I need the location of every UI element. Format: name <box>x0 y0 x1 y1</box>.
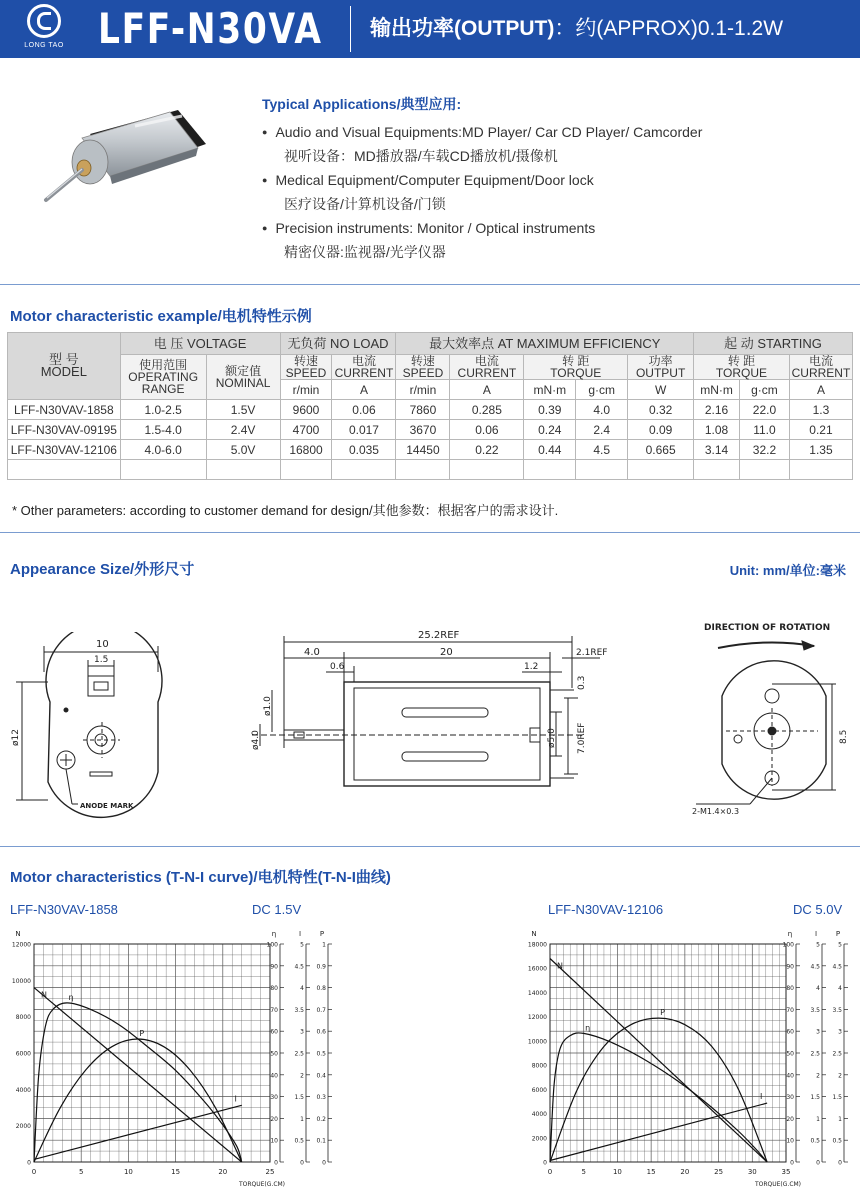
series-label: η <box>68 992 74 1002</box>
I-tick-label: 0 <box>816 1159 820 1167</box>
current-header-cn: 电流 <box>808 354 833 368</box>
output-header-cn: 功率 <box>648 354 673 368</box>
left-curve-voltage: DC 1.5V <box>252 902 302 917</box>
x-tick-label: 20 <box>218 1168 228 1176</box>
side-boss-dia: ø4.0 <box>251 730 261 750</box>
unit-cell: g·cm <box>576 380 628 400</box>
application-item-en: ● Medical Equipment/Computer Equipment/Door lock <box>262 168 842 192</box>
cell-st-torque-g: 32.2 <box>740 440 790 460</box>
eta-tick-label: 80 <box>270 985 278 993</box>
output-spec <box>370 12 783 42</box>
empty-cell <box>740 460 790 480</box>
current-header <box>450 355 524 380</box>
unit-cell: A <box>450 380 524 400</box>
n-tick-label: 0 <box>27 1159 31 1167</box>
I-tick-label: 2.5 <box>810 1050 820 1058</box>
rear-height-dim: 8.5 <box>839 729 849 744</box>
I-tick-label: 2.5 <box>294 1050 304 1058</box>
x-tick-label: 0 <box>31 1168 37 1176</box>
x-tick-label: 15 <box>171 1168 181 1176</box>
cell-st-torque-mn: 3.14 <box>694 440 740 460</box>
x-tick-label: 35 <box>781 1168 791 1176</box>
header-banner <box>0 0 860 58</box>
P-tick-label: 0.7 <box>316 1006 326 1014</box>
current-header-cn: 电流 <box>474 354 499 368</box>
P-tick-label: 0.8 <box>316 985 326 993</box>
unit-cell: mN·m <box>694 380 740 400</box>
side-thickness-dim: 0.3 <box>577 675 587 690</box>
curves-section-title: Motor characteristics (T-N-I curve)/电机特性(T-N-I曲线) <box>10 869 391 886</box>
P-tick-label: 0.9 <box>316 963 326 971</box>
current-header <box>332 355 396 380</box>
cell-st-current: 1.35 <box>789 440 852 460</box>
series-label: I <box>759 1092 763 1102</box>
eta-tick-label: 100 <box>266 941 278 949</box>
P-tick-label: 0.3 <box>316 1094 326 1102</box>
x-axis-label: TORQUE(G.CM) <box>238 1181 286 1188</box>
n-tick-label: 8000 <box>15 1014 31 1022</box>
P-tick-label: 0.5 <box>316 1050 326 1058</box>
eta-tick-label: 0 <box>790 1159 794 1167</box>
eta-tick-label: 40 <box>270 1072 278 1080</box>
rotation-direction-label: DIRECTION OF ROTATION <box>704 623 831 633</box>
n-tick-label: 6000 <box>15 1050 31 1058</box>
n-tick-label: 10000 <box>11 977 31 985</box>
cell-me-current: 0.06 <box>450 420 524 440</box>
unit-cell: A <box>789 380 852 400</box>
header-divider <box>350 6 351 52</box>
x-tick-label: 15 <box>646 1168 656 1176</box>
output-header-en: OUTPUT <box>635 366 686 380</box>
voltage-header: 电 压 VOLTAGE <box>120 333 280 355</box>
unit-cell: r/min <box>396 380 450 400</box>
cell-me-torque-g: 4.5 <box>576 440 628 460</box>
cell-nl-current: 0.06 <box>332 400 396 420</box>
n-tick-label: 12000 <box>11 941 31 949</box>
x-tick-label: 10 <box>123 1168 133 1176</box>
I-axis-label: I <box>298 930 302 938</box>
side-d1-dim: 0.6 <box>330 662 345 672</box>
n-tick-label: 10000 <box>527 1038 547 1046</box>
P-tick-label: 0 <box>322 1159 326 1167</box>
empty-cell <box>789 460 852 480</box>
cell-st-torque-g: 11.0 <box>740 420 790 440</box>
cell-me-current: 0.285 <box>450 400 524 420</box>
series-label: P <box>139 1029 145 1039</box>
P-tick-label: 2 <box>838 1072 842 1080</box>
application-item-cn: 视听设备：MD播放器/车载CD播放机/摄像机 <box>284 148 558 164</box>
P-tick-label: 3 <box>838 1028 842 1036</box>
table-row-empty <box>8 460 853 480</box>
series-label: P <box>660 1008 665 1018</box>
eta-tick-label: 70 <box>270 1006 278 1014</box>
n-tick-label: 8000 <box>531 1062 547 1070</box>
front-diameter-dim: ø12 <box>11 729 21 746</box>
screw-spec-label: 2-M1.4×0.3 <box>692 807 740 816</box>
I-tick-label: 3.5 <box>810 1006 820 1014</box>
current-header-cn: 电流 <box>351 354 376 368</box>
n-tick-label: 2000 <box>15 1123 31 1131</box>
characteristic-section-title: Motor characteristic example/电机特性示例 <box>10 308 312 325</box>
empty-cell <box>524 460 576 480</box>
model-title: LFF-N30VA <box>98 4 323 53</box>
eta-tick-label: 60 <box>786 1028 794 1036</box>
current-header <box>789 355 852 380</box>
eta-tick-label: 30 <box>270 1094 278 1102</box>
x-tick-label: 25 <box>265 1168 275 1176</box>
current-header-en: CURRENT <box>457 366 517 380</box>
cell-me-current: 0.22 <box>450 440 524 460</box>
range-header-en1: OPERATING <box>128 370 199 384</box>
P-tick-label: 0.4 <box>316 1072 326 1080</box>
side-body-dia: ø5.0 <box>547 728 557 748</box>
output-label: 输出功率(OUTPUT) <box>370 17 555 40</box>
P-axis-label: P <box>319 930 325 938</box>
P-tick-label: 4.5 <box>832 963 842 971</box>
speed-header <box>396 355 450 380</box>
front-width-dim: 10 <box>96 639 109 650</box>
logo-mark-icon <box>27 4 61 38</box>
range-header-cn: 使用范围 <box>139 358 188 372</box>
max-efficiency-header: 最大效率点 AT MAXIMUM EFFICIENCY <box>396 333 694 355</box>
cell-me-torque-g: 2.4 <box>576 420 628 440</box>
P-tick-label: 4 <box>838 985 842 993</box>
cell-nl-speed: 9600 <box>280 400 332 420</box>
I-tick-label: 1 <box>300 1115 304 1123</box>
x-axis-label: TORQUE(G.CM) <box>754 1181 802 1188</box>
cell-st-current: 1.3 <box>789 400 852 420</box>
cell-me-speed: 3670 <box>396 420 450 440</box>
nominal-header-cn: 额定值 <box>225 364 262 378</box>
eta-tick-label: 100 <box>782 941 794 949</box>
I-tick-label: 5 <box>816 941 820 949</box>
I-tick-label: 4.5 <box>810 963 820 971</box>
eta-tick-label: 10 <box>786 1137 794 1145</box>
torque-header <box>694 355 790 380</box>
left-curve-model: LFF-N30VAV-1858 <box>10 902 118 917</box>
speed-header-cn: 转速 <box>294 354 319 368</box>
cell-nl-speed: 16800 <box>280 440 332 460</box>
P-tick-label: 0.1 <box>316 1137 326 1145</box>
cell-range: 1.5-4.0 <box>120 420 206 440</box>
P-axis-label: P <box>835 930 841 938</box>
output-value: ：约(APPROX)0.1-1.2W <box>554 17 784 40</box>
n-tick-label: 2000 <box>531 1135 547 1143</box>
P-tick-label: 2.5 <box>832 1050 842 1058</box>
n-tick-label: 14000 <box>527 989 547 997</box>
application-item-cn: 精密仪器:监视器/光学仪器 <box>284 244 446 260</box>
rear-view-drawing <box>686 614 852 824</box>
series-label: I <box>234 1094 237 1104</box>
unit-cell: A <box>332 380 396 400</box>
series-label: N <box>41 990 47 1000</box>
eta-tick-label: 20 <box>786 1115 794 1123</box>
application-item-en: ● Audio and Visual Equipments:MD Player/ Car CD Player/ Camcorder <box>262 120 842 144</box>
I-tick-label: 2 <box>300 1072 304 1080</box>
eta-tick-label: 0 <box>274 1159 278 1167</box>
company-logo <box>10 4 78 54</box>
appearance-section-title: Appearance Size/外形尺寸 <box>10 561 195 578</box>
side-shaft-dim: 4.0 <box>304 647 320 658</box>
n-tick-label: 6000 <box>531 1086 547 1094</box>
cell-model: LFF-N30VAV-1858 <box>8 400 121 420</box>
eta-tick-label: 10 <box>270 1137 278 1145</box>
cell-me-output: 0.09 <box>628 420 694 440</box>
cell-me-torque-mn: 0.44 <box>524 440 576 460</box>
P-tick-label: 1 <box>322 941 326 949</box>
empty-cell <box>628 460 694 480</box>
cell-st-torque-g: 22.0 <box>740 400 790 420</box>
tni-chart-right <box>520 924 856 1192</box>
torque-header-cn: 转 距 <box>727 354 756 368</box>
front-slot-dim: 1.5 <box>94 655 109 665</box>
x-tick-label: 25 <box>714 1168 724 1176</box>
unit-cell: r/min <box>280 380 332 400</box>
cell-nl-current: 0.017 <box>332 420 396 440</box>
x-tick-label: 5 <box>78 1168 84 1176</box>
n-tick-label: 4000 <box>15 1086 31 1094</box>
series-eta-line <box>550 1033 767 1162</box>
cell-me-torque-mn: 0.24 <box>524 420 576 440</box>
I-tick-label: 2 <box>816 1072 820 1080</box>
empty-cell <box>8 460 121 480</box>
cell-me-output: 0.32 <box>628 400 694 420</box>
table-row <box>8 420 853 440</box>
eta-axis-label: η <box>271 930 277 938</box>
empty-cell <box>332 460 396 480</box>
speed-header <box>280 355 332 380</box>
P-tick-label: 0 <box>838 1159 842 1167</box>
P-tick-label: 0.5 <box>832 1137 842 1145</box>
cell-nominal: 1.5V <box>206 400 280 420</box>
cell-range: 1.0-2.5 <box>120 400 206 420</box>
side-height-dim: 7.0REF <box>577 722 587 754</box>
cell-model: LFF-N30VAV-12106 <box>8 440 121 460</box>
application-item-cn: 医疗设备/计算机设备/门锁 <box>284 196 446 212</box>
P-tick-label: 5 <box>838 941 842 949</box>
I-tick-label: 4 <box>300 985 304 993</box>
P-tick-label: 0.2 <box>316 1115 326 1123</box>
tni-chart-left <box>4 924 340 1192</box>
n-tick-label: 0 <box>543 1159 547 1167</box>
torque-header <box>524 355 628 380</box>
I-tick-label: 4 <box>816 985 820 993</box>
table-row <box>8 400 853 420</box>
n-tick-label: 4000 <box>531 1111 547 1119</box>
cell-me-speed: 14450 <box>396 440 450 460</box>
x-tick-label: 30 <box>747 1168 757 1176</box>
I-tick-label: 5 <box>300 941 304 949</box>
speed-header-cn: 转速 <box>410 354 435 368</box>
side-body-dim: 20 <box>440 647 453 658</box>
I-tick-label: 0 <box>300 1159 304 1167</box>
torque-header-en: TORQUE <box>550 366 602 380</box>
eta-tick-label: 30 <box>786 1094 794 1102</box>
cell-nl-speed: 4700 <box>280 420 332 440</box>
I-tick-label: 3 <box>816 1028 820 1036</box>
empty-cell <box>206 460 280 480</box>
range-header-en2: RANGE <box>141 382 185 396</box>
P-tick-label: 1.5 <box>832 1094 842 1102</box>
motor-photo <box>40 104 220 214</box>
model-header <box>8 333 121 400</box>
side-length-dim: 25.2REF <box>418 630 460 641</box>
P-tick-label: 0.6 <box>316 1028 326 1036</box>
section-divider <box>0 846 860 847</box>
I-tick-label: 4.5 <box>294 963 304 971</box>
side-d2-dim: 1.2 <box>524 662 539 672</box>
x-tick-label: 20 <box>680 1168 690 1176</box>
eta-axis-label: η <box>787 930 793 938</box>
I-tick-label: 3 <box>300 1028 304 1036</box>
unit-cell: mN·m <box>524 380 576 400</box>
cell-range: 4.0-6.0 <box>120 440 206 460</box>
application-item-en: ● Precision instruments: Monitor / Optical instruments <box>262 216 842 240</box>
section-divider <box>0 532 860 533</box>
eta-tick-label: 70 <box>786 1006 794 1014</box>
anode-mark-label: ANODE MARK <box>80 802 134 810</box>
n-tick-label: 12000 <box>527 1014 547 1022</box>
no-load-header: 无负荷 NO LOAD <box>280 333 396 355</box>
other-parameters-note: * Other parameters: according to customer demand for design/其他参数：根据客户的需求设计. <box>12 503 559 518</box>
n-axis-label: N <box>531 930 537 938</box>
side-d3-dim: 2.1REF <box>576 648 608 658</box>
unit-cell: W <box>628 380 694 400</box>
empty-cell <box>280 460 332 480</box>
eta-tick-label: 80 <box>786 985 794 993</box>
eta-tick-label: 50 <box>270 1050 278 1058</box>
cell-st-torque-mn: 1.08 <box>694 420 740 440</box>
starting-header: 起 动 STARTING <box>694 333 853 355</box>
series-label: η <box>585 1023 591 1033</box>
right-curve-voltage: DC 5.0V <box>793 902 843 917</box>
I-tick-label: 1.5 <box>810 1094 820 1102</box>
P-tick-label: 1 <box>838 1115 842 1123</box>
empty-cell <box>576 460 628 480</box>
cell-st-torque-mn: 2.16 <box>694 400 740 420</box>
empty-cell <box>396 460 450 480</box>
typical-applications <box>262 94 842 264</box>
torque-header-cn: 转 距 <box>562 354 590 368</box>
side-shaft-dia: ø1.0 <box>263 696 273 716</box>
n-axis-label: N <box>15 930 21 938</box>
empty-cell <box>450 460 524 480</box>
I-tick-label: 0.5 <box>810 1137 820 1145</box>
torque-header-en: TORQUE <box>715 366 768 380</box>
right-curve-model: LFF-N30VAV-12106 <box>548 902 664 917</box>
n-tick-label: 16000 <box>527 965 547 973</box>
nominal-header <box>206 355 280 400</box>
current-header-en: CURRENT <box>334 366 394 380</box>
current-header-en: CURRENT <box>791 366 851 380</box>
unit-cell: g·cm <box>740 380 790 400</box>
eta-tick-label: 90 <box>270 963 278 971</box>
speed-header-en: SPEED <box>402 366 444 380</box>
cell-me-torque-g: 4.0 <box>576 400 628 420</box>
model-header-cn: 型 号 <box>49 352 79 367</box>
unit-label: Unit: mm/单位:毫米 <box>729 563 846 578</box>
x-tick-label: 5 <box>581 1168 586 1176</box>
I-axis-label: I <box>814 930 818 938</box>
cell-me-torque-mn: 0.39 <box>524 400 576 420</box>
I-tick-label: 0.5 <box>294 1137 304 1145</box>
cell-nominal: 2.4V <box>206 420 280 440</box>
nominal-header-en: NOMINAL <box>215 376 271 390</box>
eta-tick-label: 90 <box>786 963 794 971</box>
section-divider <box>0 284 860 285</box>
I-tick-label: 1 <box>816 1115 820 1123</box>
speed-header-en: SPEED <box>285 366 327 380</box>
applications-title: Typical Applications/典型应用: <box>262 96 462 112</box>
x-tick-label: 10 <box>612 1168 622 1176</box>
I-tick-label: 1.5 <box>294 1094 304 1102</box>
spec-table <box>7 332 853 480</box>
empty-cell <box>694 460 740 480</box>
model-header-en: MODEL <box>40 364 87 379</box>
eta-tick-label: 40 <box>786 1072 794 1080</box>
empty-cell <box>120 460 206 480</box>
P-tick-label: 3.5 <box>832 1006 842 1014</box>
series-label: N <box>557 961 563 971</box>
cell-nominal: 5.0V <box>206 440 280 460</box>
cell-nl-current: 0.035 <box>332 440 396 460</box>
eta-tick-label: 50 <box>786 1050 794 1058</box>
range-header <box>120 355 206 400</box>
cell-me-speed: 7860 <box>396 400 450 420</box>
output-header <box>628 355 694 380</box>
x-tick-label: 0 <box>547 1168 553 1176</box>
cell-me-output: 0.665 <box>628 440 694 460</box>
cell-st-current: 0.21 <box>789 420 852 440</box>
front-view-drawing <box>8 632 178 822</box>
logo-text: LONG TAO <box>24 42 64 49</box>
n-tick-label: 18000 <box>527 941 547 949</box>
cell-model: LFF-N30VAV-09195 <box>8 420 121 440</box>
table-row <box>8 440 853 460</box>
eta-tick-label: 20 <box>270 1115 278 1123</box>
side-view-drawing <box>232 628 622 798</box>
eta-tick-label: 60 <box>270 1028 278 1036</box>
I-tick-label: 3.5 <box>294 1006 304 1014</box>
